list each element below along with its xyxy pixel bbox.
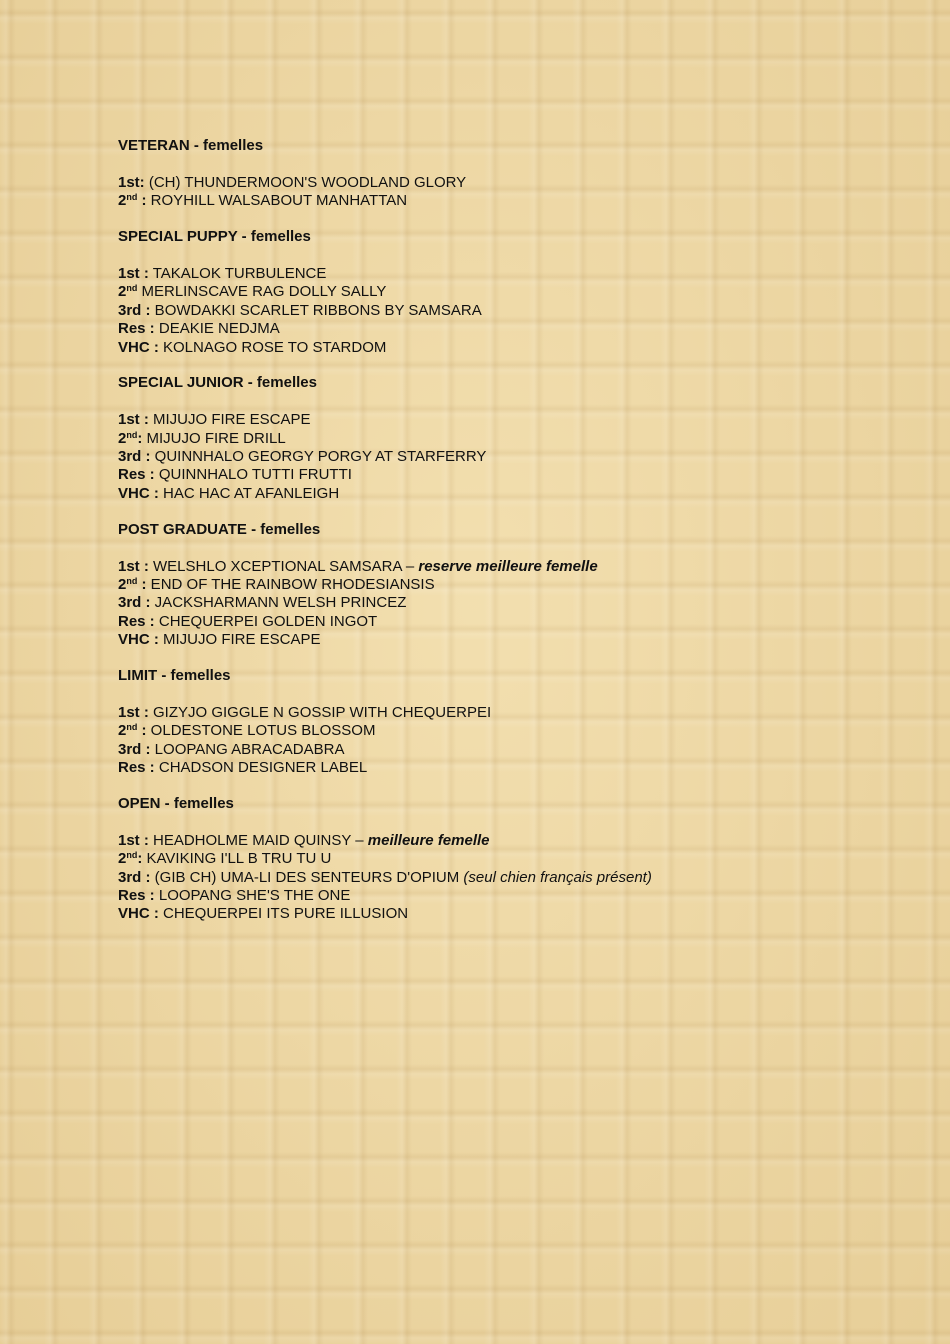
placing-label <box>118 832 149 849</box>
class-heading <box>118 137 898 155</box>
placing-rank: 1st : <box>118 557 149 575</box>
ordinal-suffix: nd <box>126 283 138 294</box>
placing-entry <box>118 741 898 759</box>
class-heading <box>118 667 898 685</box>
placing-label <box>118 320 155 337</box>
placing-label <box>118 905 159 922</box>
placing-colon: : <box>137 575 147 593</box>
placing-label <box>118 594 151 611</box>
placing-entry <box>118 613 898 631</box>
class-heading <box>118 521 898 539</box>
placing-entry <box>118 302 898 320</box>
placing-entry <box>118 192 898 210</box>
placing-label <box>118 265 149 282</box>
class-sex-label: - femelles <box>246 520 321 538</box>
placing-label <box>118 741 151 758</box>
placing-rank: VHC : <box>118 338 159 356</box>
placing-rank: VHC : <box>118 484 159 502</box>
placing-rank: 2 <box>118 429 127 447</box>
dog-name: CHEQUERPEI ITS PURE ILLUSION <box>158 905 409 923</box>
dog-name: HEADHOLME MAID QUINSY – <box>148 831 368 849</box>
dog-name: QUINNHALO GEORGY PORGY AT STARFERRY <box>150 448 487 466</box>
placing-rank: Res : <box>118 887 155 905</box>
class-section <box>118 667 898 777</box>
placing-rank: Res : <box>118 759 155 777</box>
placing-rank: 1st : <box>118 411 149 429</box>
placing-entry <box>118 704 898 722</box>
placing-label <box>118 613 155 630</box>
class-section <box>118 795 898 924</box>
placing-rank: 1st : <box>118 703 149 721</box>
dog-name: KAVIKING I'LL B TRU TU U <box>142 850 332 868</box>
dog-name: HAC HAC AT AFANLEIGH <box>158 484 340 502</box>
class-section <box>118 374 898 503</box>
placing-rank: 2 <box>118 575 127 593</box>
placing-label <box>118 174 145 191</box>
placing-rank: 3rd : <box>118 868 151 886</box>
class-heading <box>118 795 898 813</box>
dog-name: LOOPANG SHE'S THE ONE <box>154 887 351 905</box>
placing-label <box>118 448 151 465</box>
dog-name: OLDESTONE LOTUS BLOSSOM <box>146 722 376 740</box>
placing-label <box>118 339 159 356</box>
placing-rank: 2 <box>118 283 127 301</box>
placing-rank: 1st: <box>118 173 145 191</box>
placing-label <box>118 722 147 739</box>
placing-entry <box>118 558 898 576</box>
ordinal-suffix: nd <box>126 850 138 861</box>
class-name: OPEN <box>118 795 161 813</box>
placing-colon: : <box>137 722 147 740</box>
dog-name: QUINNHALO TUTTI FRUTTI <box>154 466 352 484</box>
dog-name: KOLNAGO ROSE TO STARDOM <box>158 338 387 356</box>
class-section <box>118 228 898 357</box>
class-heading <box>118 228 898 246</box>
placing-label <box>118 283 137 300</box>
dog-name: LOOPANG ABRACADABRA <box>150 740 345 758</box>
dog-name: MIJUJO FIRE ESCAPE <box>148 411 311 429</box>
award-note: reserve meilleure femelle <box>418 557 598 575</box>
placing-entry <box>118 887 898 905</box>
placing-entry <box>118 430 898 448</box>
placing-entry <box>118 759 898 777</box>
dog-name: MIJUJO FIRE ESCAPE <box>158 631 321 649</box>
dog-name: MIJUJO FIRE DRILL <box>142 429 286 447</box>
placing-rank: 3rd : <box>118 448 151 466</box>
placing-rank: 1st : <box>118 264 149 282</box>
placing-rank: VHC : <box>118 631 159 649</box>
dog-name: WELSHLO XCEPTIONAL SAMSARA – <box>148 557 419 575</box>
class-sex-label: - femelles <box>189 137 264 154</box>
dog-name: END OF THE RAINBOW RHODESIANSIS <box>146 575 435 593</box>
placing-label <box>118 887 155 904</box>
placing-label <box>118 466 155 483</box>
dog-name: DEAKIE NEDJMA <box>154 320 280 338</box>
placing-entry <box>118 905 898 923</box>
placing-rank: VHC : <box>118 905 159 923</box>
dog-name: (CH) THUNDERMOON'S WOODLAND GLORY <box>144 173 467 191</box>
class-sex-label: - femelles <box>157 667 231 685</box>
dog-name: GIZYJO GIGGLE N GOSSIP WITH CHEQUERPEI <box>148 703 492 721</box>
class-name: POST GRADUATE <box>118 520 247 538</box>
class-name: VETERAN <box>118 137 190 154</box>
dog-name: JACKSHARMANN WELSH PRINCEZ <box>150 594 407 612</box>
placing-entry <box>118 485 898 503</box>
placing-entry <box>118 850 898 868</box>
class-name: SPECIAL JUNIOR <box>118 374 244 392</box>
placing-label <box>118 631 159 648</box>
ordinal-suffix: nd <box>126 192 138 203</box>
placing-rank: Res : <box>118 612 155 630</box>
placing-entry <box>118 283 898 301</box>
placing-label <box>118 485 159 502</box>
class-section <box>118 137 898 211</box>
placing-label <box>118 704 149 721</box>
dog-name: CHEQUERPEI GOLDEN INGOT <box>154 612 378 630</box>
ordinal-suffix: nd <box>126 722 138 733</box>
placing-entry <box>118 576 898 594</box>
class-sex-label: - femelles <box>243 374 317 392</box>
placing-rank: 2 <box>118 722 127 740</box>
placing-rank: 3rd : <box>118 594 151 612</box>
class-sex-label: - femelles <box>237 228 311 246</box>
placing-entry <box>118 722 898 740</box>
class-name: LIMIT <box>118 667 158 685</box>
placing-colon: : <box>137 850 143 868</box>
placing-label <box>118 192 147 209</box>
placing-rank: 2 <box>118 192 127 210</box>
placing-entry <box>118 174 898 192</box>
placing-label <box>118 850 142 867</box>
placing-entry <box>118 594 898 612</box>
placing-label <box>118 411 149 428</box>
placing-entry <box>118 631 898 649</box>
class-section <box>118 521 898 650</box>
placing-entry <box>118 339 898 357</box>
dog-name: (GIB CH) UMA-LI DES SENTEURS D'OPIUM <box>150 868 464 886</box>
placing-entry <box>118 832 898 850</box>
placing-label <box>118 302 151 319</box>
placing-entry <box>118 411 898 429</box>
placing-entry <box>118 466 898 484</box>
dog-name: TAKALOK TURBULENCE <box>148 264 327 282</box>
class-name: SPECIAL PUPPY <box>118 228 238 246</box>
placing-entry <box>118 265 898 283</box>
placing-entry <box>118 320 898 338</box>
placing-colon: : <box>137 192 147 210</box>
class-sex-label: - femelles <box>160 795 234 813</box>
placing-entry <box>118 448 898 466</box>
placing-rank: 3rd : <box>118 740 151 758</box>
placing-entry <box>118 869 898 887</box>
placing-rank: Res : <box>118 320 155 338</box>
award-note: (seul chien français présent) <box>463 868 652 886</box>
dog-name: MERLINSCAVE RAG DOLLY SALLY <box>137 283 387 301</box>
placing-label <box>118 576 147 593</box>
placing-label <box>118 558 149 575</box>
ordinal-suffix: nd <box>126 575 138 586</box>
placing-label <box>118 759 155 776</box>
placing-colon: : <box>137 429 143 447</box>
dog-name: ROYHILL WALSABOUT MANHATTAN <box>146 192 408 210</box>
results-document <box>118 137 898 941</box>
class-heading <box>118 374 898 392</box>
placing-rank: 1st : <box>118 831 149 849</box>
dog-name: BOWDAKKI SCARLET RIBBONS BY SAMSARA <box>150 301 482 319</box>
placing-label <box>118 430 142 447</box>
placing-rank: Res : <box>118 466 155 484</box>
award-note: meilleure femelle <box>367 831 490 849</box>
ordinal-suffix: nd <box>126 429 138 440</box>
placing-label <box>118 869 151 886</box>
placing-rank: 2 <box>118 850 127 868</box>
placing-rank: 3rd : <box>118 301 151 319</box>
dog-name: CHADSON DESIGNER LABEL <box>154 759 368 777</box>
